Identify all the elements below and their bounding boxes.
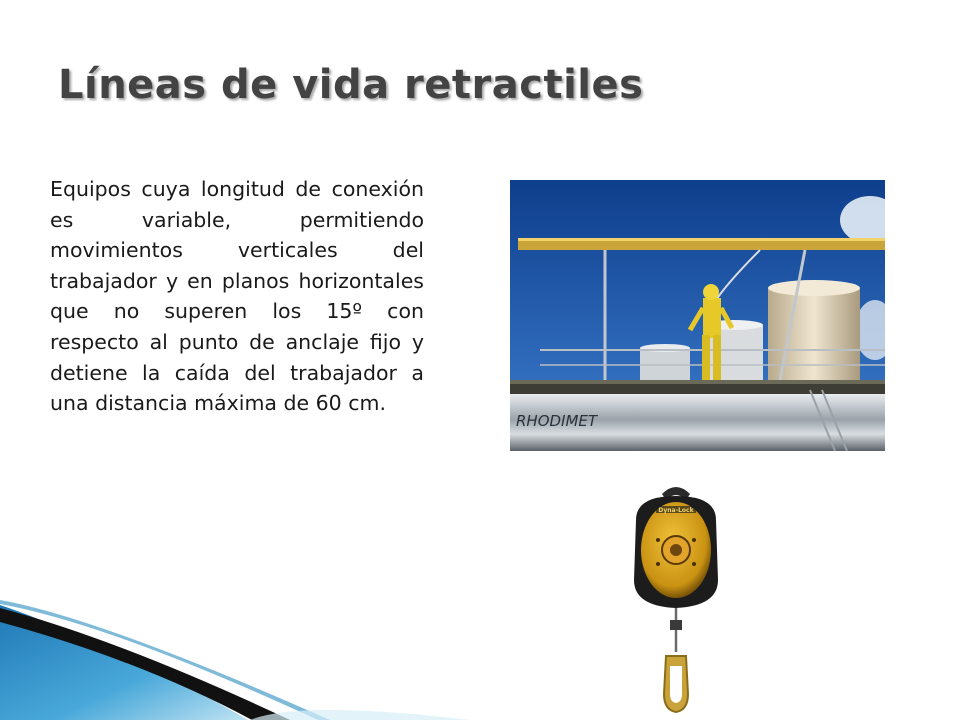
worker-on-tanker-photo: [510, 180, 885, 451]
slide-body-text: Equipos cuya longitud de conexión es variable, permitiendo movimientos verticales del trabajador y en planos horizontales que no superen los 15º con respecto al punto de anclaje fijo y detiene la caída del trabajador a una distancia máxima de 60 cm.: [50, 177, 424, 416]
tanker-label: RHODIMET: [516, 412, 598, 430]
retractable-lifeline-device-image: [626, 480, 726, 718]
device-brand-label: Dyna-Lock: [658, 507, 694, 514]
black-swoosh-band: [0, 608, 290, 720]
slide-title: Líneas de vida retractiles: [58, 62, 644, 108]
